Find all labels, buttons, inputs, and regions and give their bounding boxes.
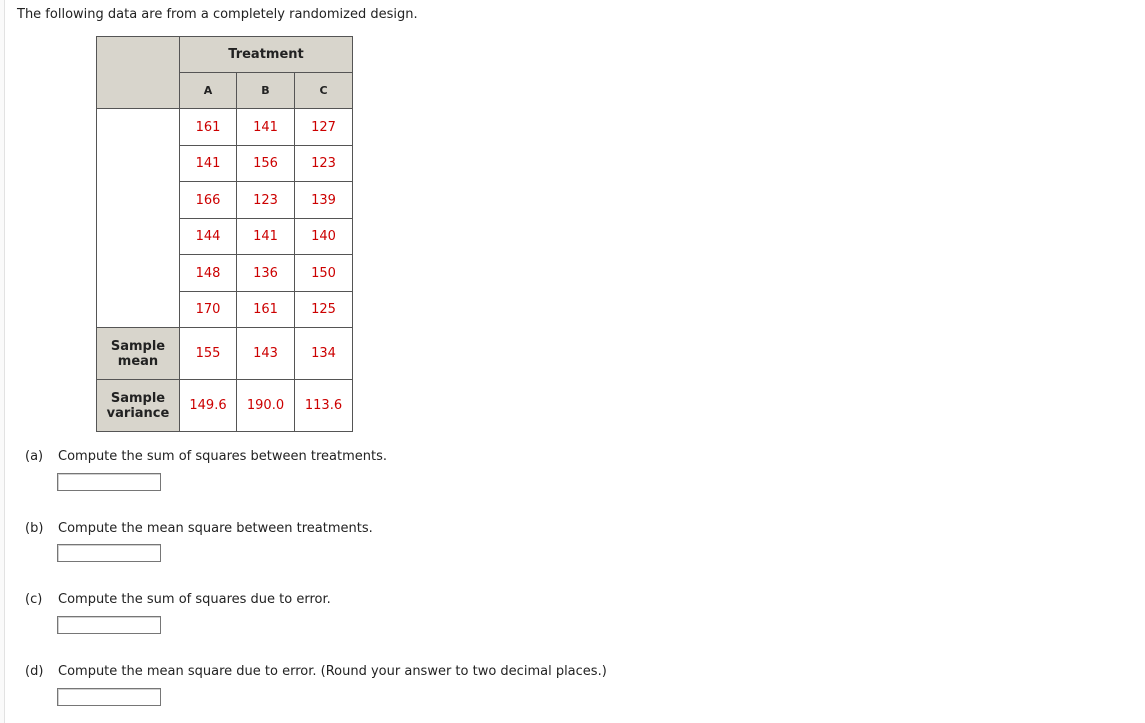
sample-mean-c: 134 — [295, 328, 353, 380]
question-c — [25, 592, 331, 608]
question-b — [25, 521, 373, 537]
table-cell: 161 — [237, 292, 295, 328]
table-cell: 166 — [180, 182, 237, 219]
column-header-a: A — [180, 73, 237, 109]
table-cell: 139 — [295, 182, 353, 219]
table-cell: 136 — [237, 255, 295, 292]
sample-variance-label: Sample variance — [97, 380, 180, 432]
sample-mean-row — [97, 328, 353, 380]
table-cell: 141 — [237, 109, 295, 146]
question-c-letter: (c) — [25, 592, 43, 607]
treatment-header: Treatment — [180, 37, 353, 73]
table-row — [97, 109, 353, 146]
table-cell: 125 — [295, 292, 353, 328]
table-cell: 150 — [295, 255, 353, 292]
sample-variance-row — [97, 380, 353, 432]
question-b-text: Compute the mean square between treatments. — [58, 521, 373, 536]
sample-mean-label: Sample mean — [97, 328, 180, 380]
sample-mean-b: 143 — [237, 328, 295, 380]
table-cell: 148 — [180, 255, 237, 292]
answer-c-input[interactable] — [57, 616, 161, 634]
table-cell: 161 — [180, 109, 237, 146]
question-a — [25, 449, 387, 465]
data-table — [96, 36, 353, 432]
answer-a-input[interactable] — [57, 473, 161, 491]
column-header-b: B — [237, 73, 295, 109]
question-c-text: Compute the sum of squares due to error. — [58, 592, 331, 607]
question-a-letter: (a) — [25, 449, 44, 464]
answer-b-input[interactable] — [57, 544, 161, 562]
corner-cell — [97, 37, 180, 109]
table-cell: 144 — [180, 219, 237, 255]
question-b-letter: (b) — [25, 521, 44, 536]
table-cell: 156 — [237, 146, 295, 182]
table-cell: 123 — [295, 146, 353, 182]
table-cell: 123 — [237, 182, 295, 219]
intro-text: The following data are from a completely randomized design. — [17, 7, 418, 22]
table-cell: 141 — [237, 219, 295, 255]
row-label-blank — [97, 109, 180, 328]
sample-variance-b: 190.0 — [237, 380, 295, 432]
question-d-letter: (d) — [25, 664, 44, 679]
sample-variance-a: 149.6 — [180, 380, 237, 432]
column-header-c: C — [295, 73, 353, 109]
table-cell: 140 — [295, 219, 353, 255]
question-a-text: Compute the sum of squares between treatments. — [58, 449, 388, 464]
table-cell: 141 — [180, 146, 237, 182]
table-cell: 127 — [295, 109, 353, 146]
sample-variance-c: 113.6 — [295, 380, 353, 432]
question-d — [25, 664, 607, 680]
left-page-border — [0, 0, 5, 723]
table-cell: 170 — [180, 292, 237, 328]
question-d-text: Compute the mean square due to error. (Round your answer to two decimal places.) — [58, 664, 607, 679]
sample-mean-a: 155 — [180, 328, 237, 380]
answer-d-input[interactable] — [57, 688, 161, 706]
